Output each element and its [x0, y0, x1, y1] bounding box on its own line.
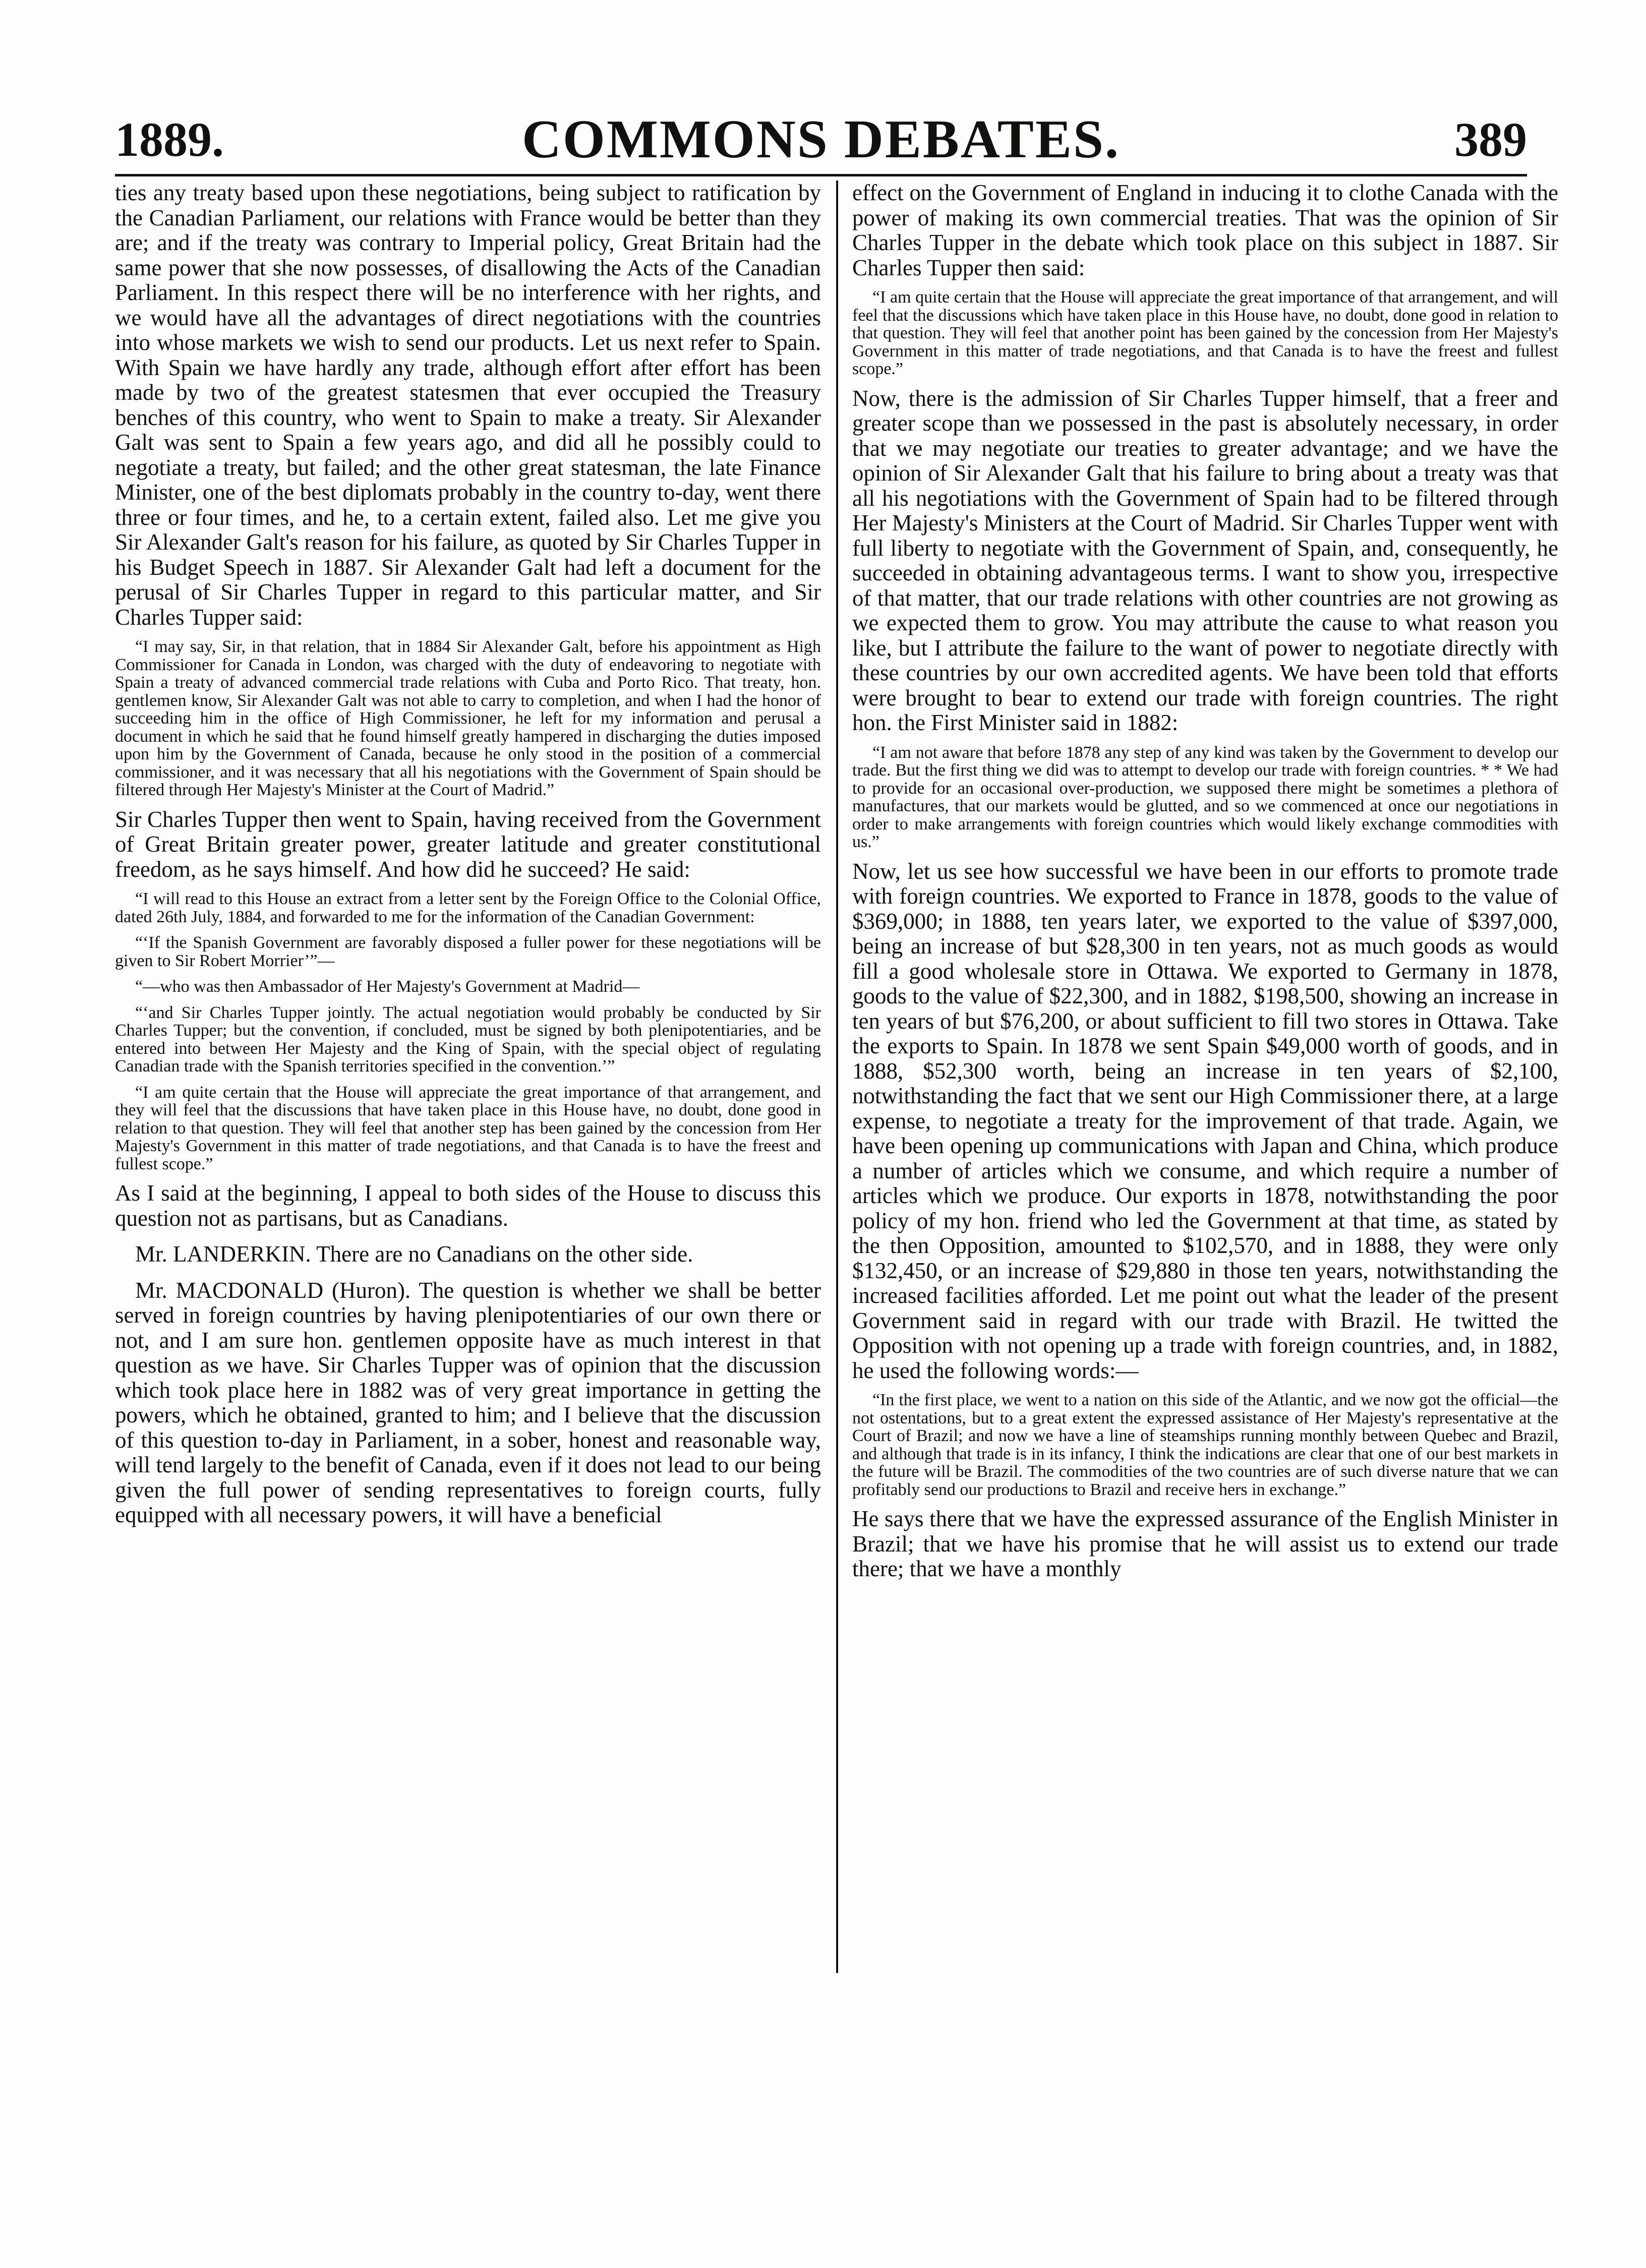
- header-rule: [115, 174, 1527, 176]
- block-quote: “—who was then Ambassador of Her Majesty's Government at Madrid—: [135, 977, 640, 996]
- speech-text: There are no Canadians on the other side.: [316, 1241, 693, 1267]
- paragraph: effect on the Government of England in inducing it to clothe Canada with the power of making its own commercial treaties. That was the opinion of Sir Charles Tupper in the debate which took place on this subject in 1887. Sir Charles Tupper then said:: [852, 181, 1558, 280]
- paragraph: Now, there is the admission of Sir Charles Tupper himself, that a freer and greater scope than we possessed in the past is absolutely necessary, in order that we may negotiate our treaties to greater advantage; and we have the opinion of Sir Alexander Galt that his failure to bring about a treaty was that all his negotiations with the Government of Spain had to be filtered through Her Majesty's Ministers at the Court of Madrid. Sir Charles Tupper went with full liberty to negotiate with the Government of Spain, and, consequently, he succeeded in obtaining advantageous terms. I want to show you, irrespective of that matter, that our trade relations with other countries are not growing as we expected them to grow. You may attribute the cause to what reason you like, but I attribute the failure to the want of power to negotiate directly with these countries by our own accredited agents. We have been told that efforts were brought to bear to extend our trade with foreign countries. The right hon. the First Minister said in 1882:: [852, 385, 1558, 735]
- block-quote: “I am quite certain that the House will appreciate the great importance of that arrangement, and will feel that the discussions which have taken place in this House have, no doubt, done good in relation to that question. They will feel that another point has been gained by the concession from Her Majesty's Government in this matter of trade negotiations, and that Canada is to have the freest and fullest scope.”: [852, 288, 1558, 378]
- block-quote: “In the first place, we went to a nation on this side of the Atlantic, and we now got the official—the not ostentations, but to a great extent the expressed assistance of Her Majesty's representative at the Court of Brazil; and now we have a line of steamships running monthly between Quebec and Brazil, and although that trade is in its infancy, I think the indications are clear that one of our best markets in the future will be Brazil. The commodities of the two countries are of such diverse nature that we can profitably send our productions to Brazil and receive hers in exchange.”: [852, 1391, 1558, 1499]
- block-quote: “I will read to this House an extract from a letter sent by the Foreign Office to the Colonial Office, dated 26th July, 1884, and forwarded to me for the information of the Canadian Government:: [115, 889, 821, 926]
- paragraph: ties any treaty based upon these negotiations, being subject to ratification by the Canadian Parliament, our relations with France would be better than they are; and if the treaty was contrary to Imperial policy, Great Britain had the same power that she now possesses, of disallowing the Acts of the Canadian Parliament. In this respect there will be no interference with her rights, and we would have all the advantages of direct negotiations with the countries into whose markets we wish to send our products. Let us next refer to Spain. With Spain we have hardly any trade, although effort after effort has been made by two of the greatest statesmen that ever occupied the Treasury benches of this country, who went to Spain to make a treaty. Sir Alexander Galt was sent to Spain a few years ago, and did all he possibly could to negotiate a treaty, but failed; and the other great statesman, the late Finance Minister, one of the best diplomats probably in the country to-day, went there three or four times, and he, to a certain extent, failed also. Let me give you Sir Alexander Galt's reason for his failure, as quoted by Sir Charles Tupper in his Budget Speech in 1887. Sir Alexander Galt had left a document for the perusal of Sir Charles Tupper in regard to this particular matter, and Sir Charles Tupper said:: [115, 181, 821, 630]
- header-title: COMMONS DEBATES.: [521, 109, 1121, 169]
- block-quote: “I may say, Sir, in that relation, that in 1884 Sir Alexander Galt, before his appointment as High Commissioner for Canada in London, was charged with the duty of endeavoring to negotiate with Spain a treaty of advanced commercial trade relations with Cuba and Porto Rico. That treaty, hon. gentlemen know, Sir Alexander Galt was not able to carry to completion, and when I had the honor of succeeding him in the office of High Commissioner, he left for my information and perusal a document in which he said that he found himself greatly hampered in discharging the duties imposed upon him by the Government of Canada, because he only stood in the position of a commercial commissioner, and it was necessary that all his negotiations with the Government of Spain should be filtered through Her Majesty's Minister at the Court of Madrid.”: [115, 637, 821, 799]
- block-quote: “I am quite certain that the House will appreciate the great importance of that arrangement, and they will feel that the discussions that have taken place in this House have, no doubt, done good in relation to that question. They will feel that another step has been gained by the concession from Her Majesty's Government in this matter of trade negotiations, and that Canada is to have the freest and fullest scope.”: [115, 1083, 821, 1173]
- block-quote: “‘and Sir Charles Tupper jointly. The actual negotiation would probably be conducted by Sir Charles Tupper; but the convention, if concluded, must be signed by both plenipotentiaries, and be entered into between Her Majesty and the King of Spain, with the special object of regulating Canadian trade with the Spanish territories specified in the convention.’”: [115, 1003, 821, 1076]
- paragraph: Now, let us see how successful we have been in our efforts to promote trade with foreign countries. We exported to France in 1878, goods to the value of $369,000; in 1888, ten years later, we exported to the value of $397,000, being an increase of but $28,300 in ten years, not as much goods as would fill a good wholesale store in Ottawa. We exported to Germany in 1878, goods to the value of $22,300, and in 1882, $198,500, showing an increase in ten years of but $76,200, or about sufficient to fill two stores in Ottawa. Take the exports to Spain. In 1878 we sent Spain $49,000 worth of goods, and in 1888, $52,300 worth, being an increase in ten years of $2,100, notwithstanding the fact that we sent our High Commissioner there, at a large expense, to negotiate a treaty for the improvement of that trade. Again, we have been opening up communications with Japan and China, which produce a number of articles which we consume, and which require a number of articles which we produce. Our exports in 1878, notwithstanding the poor policy of my hon. friend who led the Government at that time, as stated by the then Opposition, amounted to $102,570, and in 1888, they were only $132,450, or an increase of $29,880 in those ten years, notwithstanding the increased facilities afforded. Let me point out what the leader of the present Government said in regard with our trade with Brazil. He twitted the Opposition with not opening up a trade with foreign countries, and, in 1882, he used the following words:—: [852, 858, 1558, 1383]
- paragraph: As I said at the beginning, I appeal to both sides of the House to discuss this question not as partisans, but as Canadians.: [115, 1180, 821, 1231]
- speaker-name: Mr. LANDERKIN.: [135, 1241, 311, 1267]
- block-quote: “‘If the Spanish Government are favorably disposed a fuller power for these negotiations will be given to Sir Robert Morrier’”—: [115, 933, 821, 970]
- column-divider: [836, 181, 838, 1973]
- header-year: 1889.: [115, 112, 224, 166]
- block-quote: “I am not aware that before 1878 any step of any kind was taken by the Government to develop our trade. But the first thing we did was to attempt to develop our trade with foreign countries. * * We had to provide for an occasional over-production, we supposed there might be sometimes a plethora of manufactures, that our markets would be glutted, and so we commenced at once our negotiations in order to make arrangements with foreign countries which would likely exchange commodities with us.”: [852, 743, 1558, 851]
- paragraph: Sir Charles Tupper then went to Spain, having received from the Government of Great Britain greater power, greater latitude and greater constitutional freedom, as he says himself. And how did he succeed? He said:: [115, 806, 821, 882]
- header-page-number: 389: [1454, 112, 1527, 166]
- speaker-name: Mr. MACDONALD (Huron).: [135, 1277, 411, 1303]
- right-column: [852, 181, 1558, 1976]
- speech-landerkin: [115, 1242, 821, 1267]
- speech-macdonald: [115, 1278, 821, 1528]
- speech-text: The question is whether we shall be better served in foreign countries by having plenipotentiaries of our own there or not, and I am sure hon. gentlemen opposite have as much interest in that question as we have. Sir Charles Tupper was of opinion that the discussion which took place here in 1882 was of very great importance in getting the powers, which he obtained, granted to him; and I believe that the discussion of this question to-day in Parliament, in a sober, honest and reasonable way, will tend largely to the benefit of Canada, even if it does not lead to our being given the full power of sending representatives to foreign courts, fully equipped with all necessary powers, it will have a beneficial: [115, 1277, 821, 1527]
- page-header: [115, 109, 1527, 169]
- left-column: [115, 181, 821, 1976]
- paragraph: He says there that we have the expressed assurance of the English Minister in Brazil; that we have his promise that he will assist us to extend our trade there; that we have a monthly: [852, 1506, 1558, 1581]
